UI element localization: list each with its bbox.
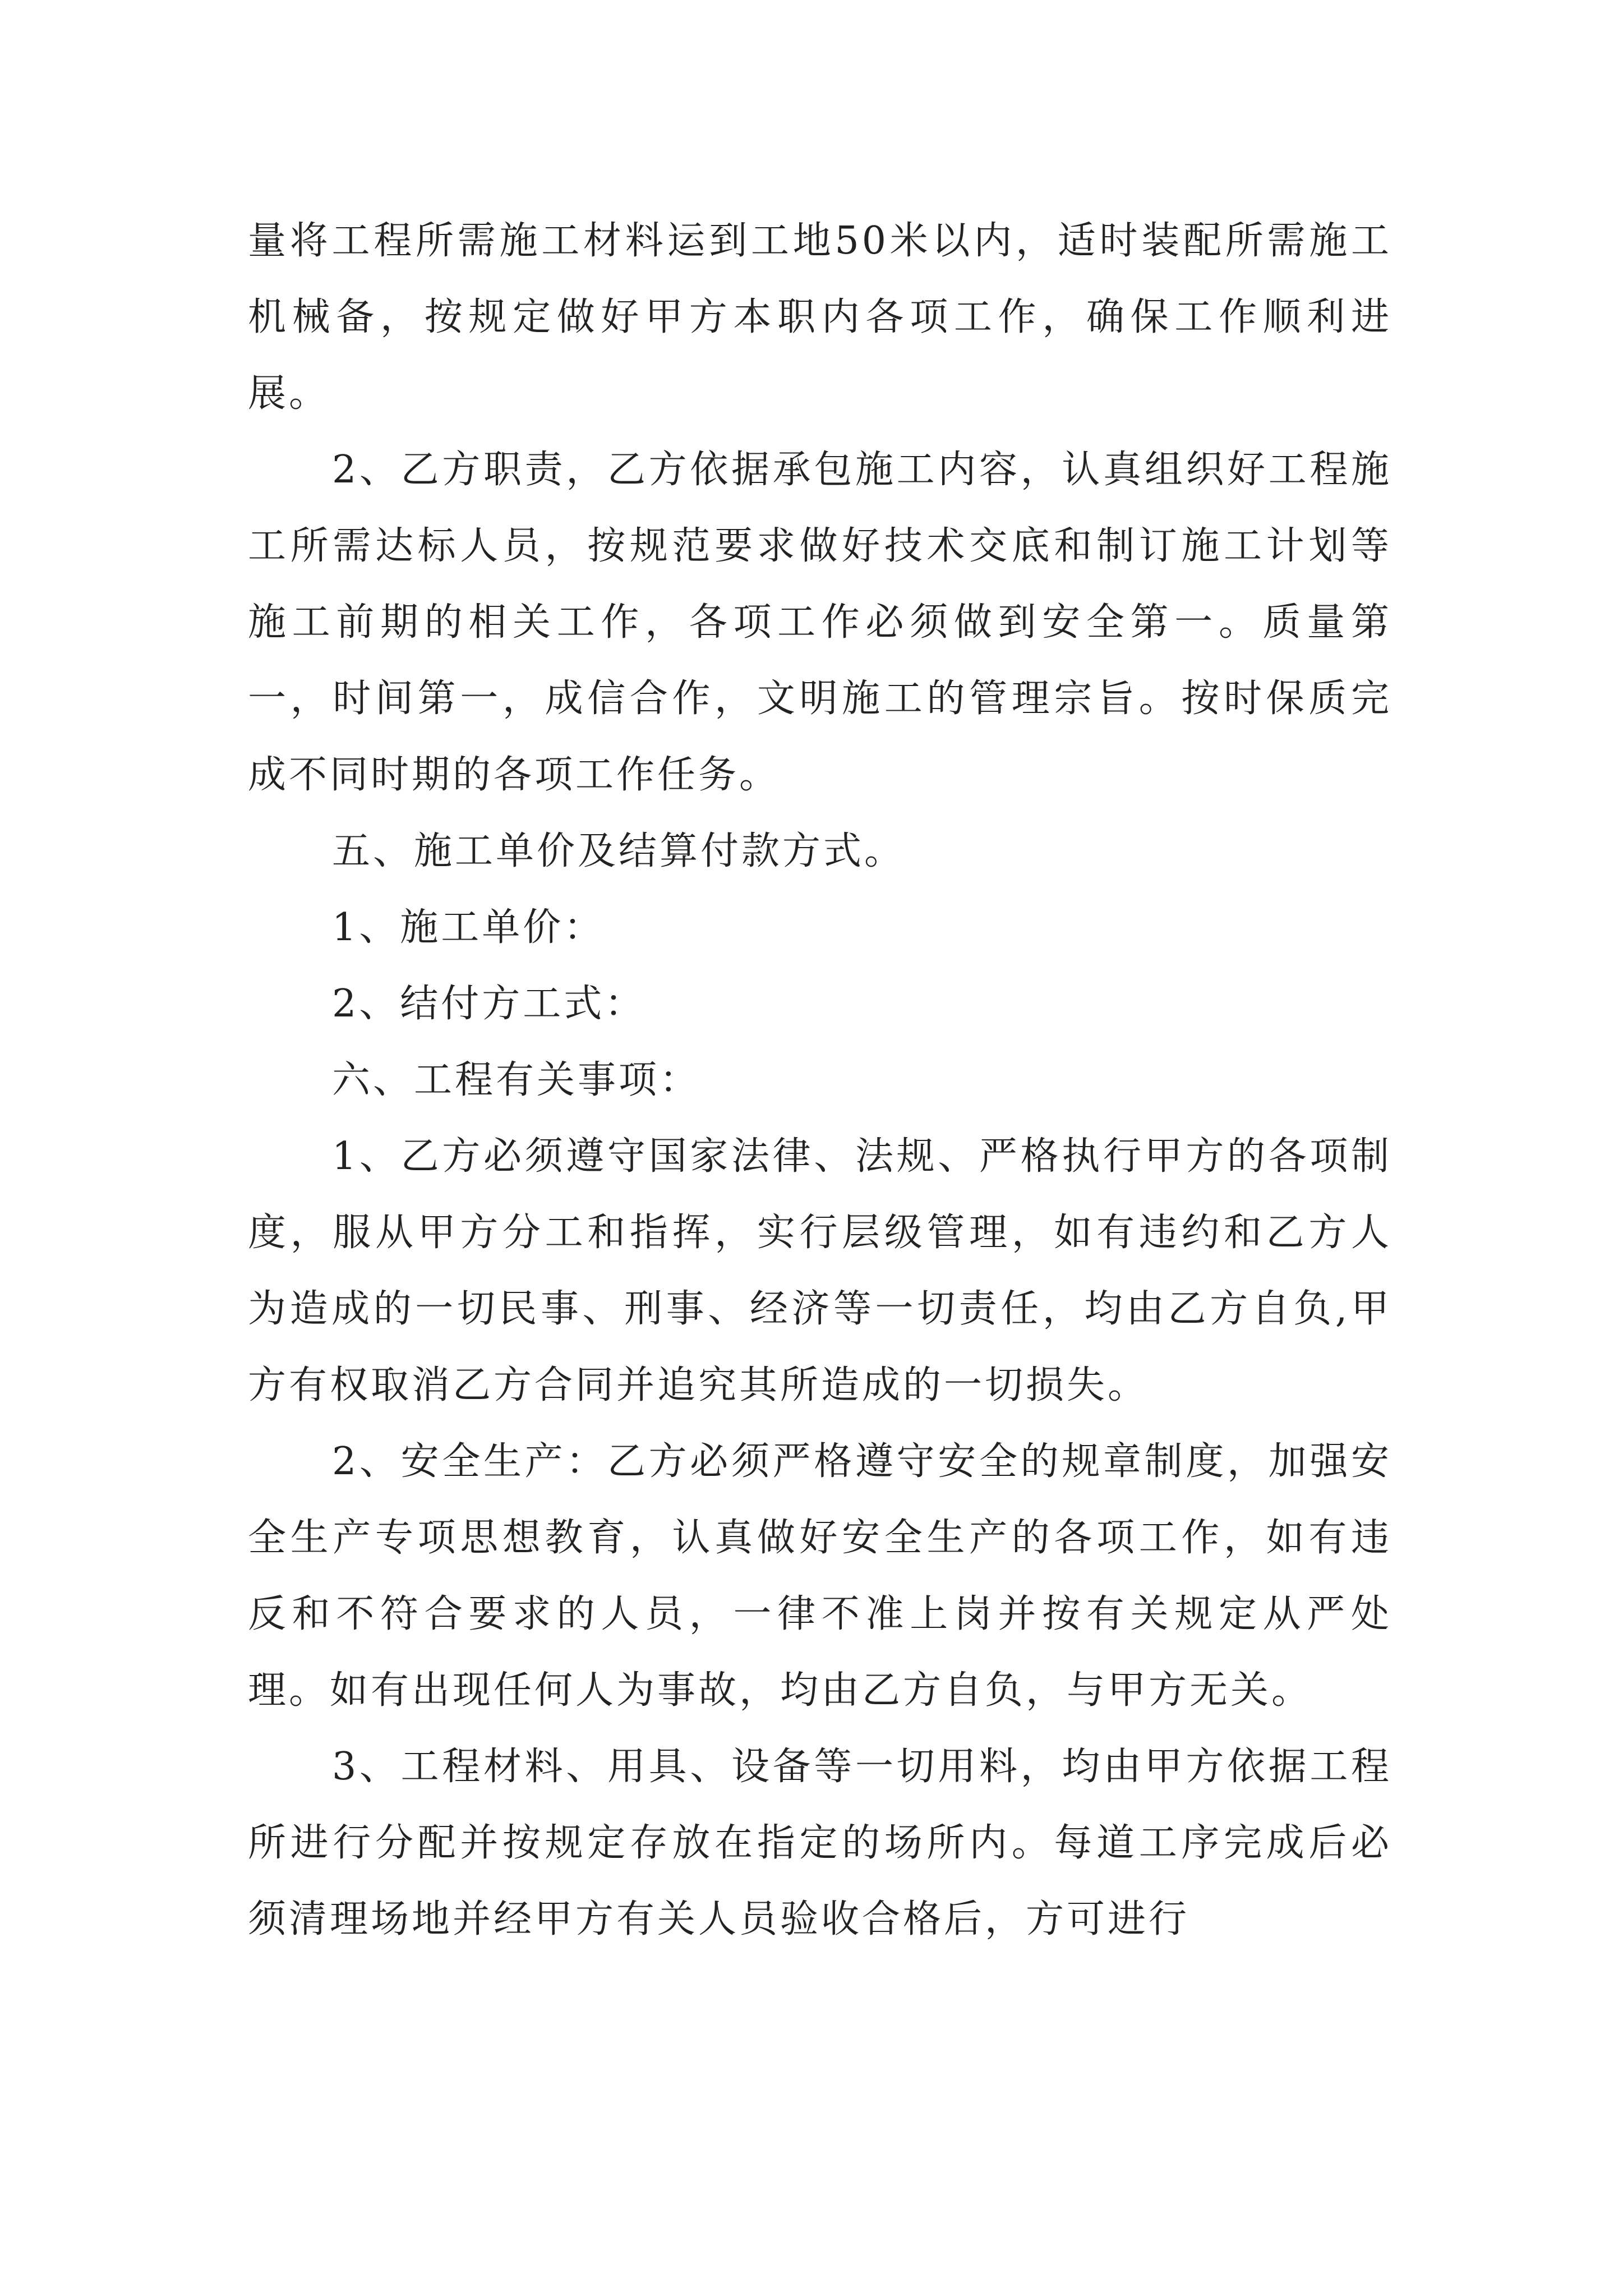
paragraph-materials: 3、工程材料、用具、设备等一切用料，均由甲方依据工程所进行分配并按规定存放在指定的场所内。每道工序完成后必须清理场地并经甲方有关人员验收合格后，方可进行 (248, 1745, 1392, 1941)
item-unit-price: 1、施工单价： (332, 905, 605, 950)
item-payment-method: 2、结付方工式： (332, 982, 646, 1026)
document-body (248, 203, 1392, 1958)
section-heading-unit-price: 五、施工单价及结算付款方式。 (332, 829, 906, 873)
paragraph-party-b-duties: 2、乙方职责，乙方依据承包施工内容，认真组织好工程施工所需达标人员，按规范要求做好技术交底和制订施工计划等施工前期的相关工作，各项工作必须做到安全第一。质量第一，时间第一，成信合作，文明施工的管理宗旨。按时保质完成不同时期的各项工作任务。 (248, 448, 1392, 797)
section-heading-project-matters: 六、工程有关事项： (332, 1058, 701, 1102)
paragraph-compliance: 1、乙方必须遵守国家法律、法规、严格执行甲方的各项制度，服从甲方分工和指挥，实行层级管理，如有违约和乙方人为造成的一切民事、刑事、经济等一切责任，均由乙方自负,甲方有权取消乙方合同并追究其所造成的一切损失。 (248, 1134, 1392, 1407)
paragraph-continued: 量将工程所需施工材料运到工地50米以内，适时装配所需施工机械备，按规定做好甲方本职内各项工作，确保工作顺利进展。 (248, 219, 1392, 416)
paragraph-safety: 2、安全生产：乙方必须严格遵守安全的规章制度，加强安全生产专项思想教育，认真做好安全生产的各项工作，如有违反和不符合要求的人员，一律不准上岗并按有关规定从严处理。如有出现任何人为事故，均由乙方自负，与甲方无关。 (248, 1439, 1392, 1713)
